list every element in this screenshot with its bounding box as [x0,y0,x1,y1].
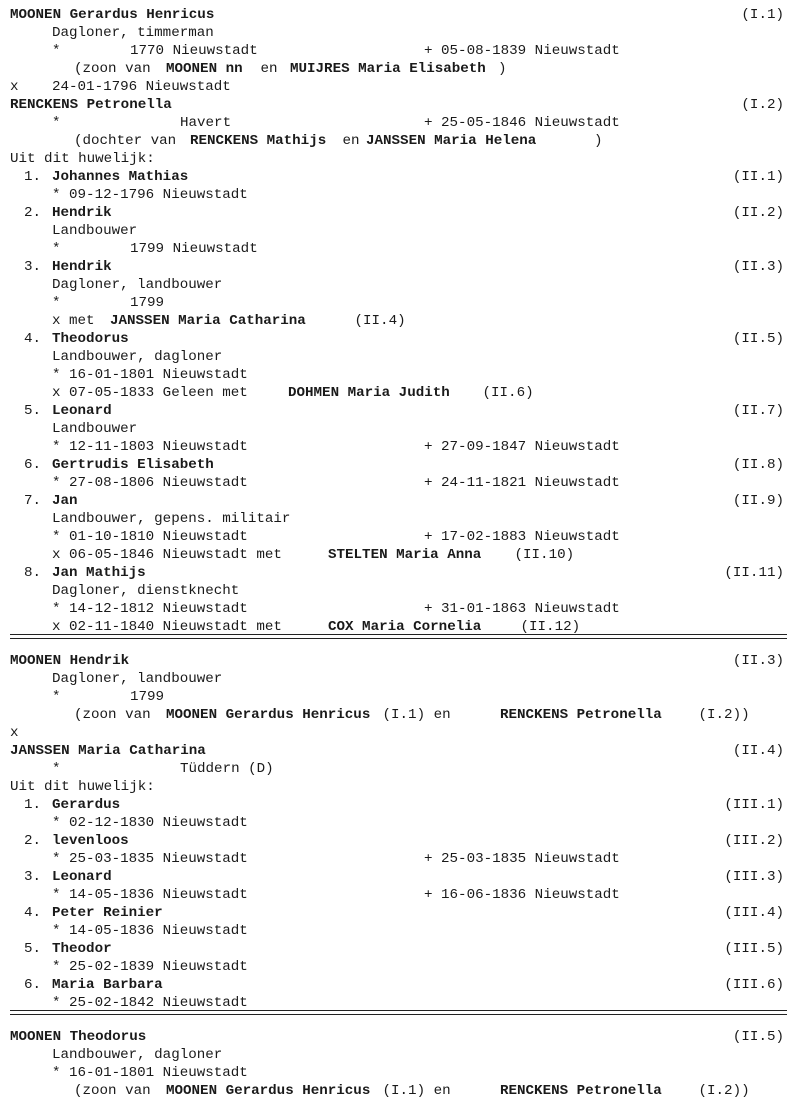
generation-ref: (I.1) [741,7,784,23]
text-line [0,778,800,796]
line-text: x met [52,313,104,329]
line-text: * 25-02-1842 Nieuwstadt [52,995,248,1011]
line-text: + 31-01-1863 Nieuwstadt [424,601,620,617]
line-text: 1799 [130,689,165,705]
person-name: Hendrik [52,205,112,221]
text-line [0,438,800,456]
line-text: * 25-02-1839 Nieuwstadt [52,959,248,975]
generation-ref: (II.11) [724,565,784,581]
line-text: Dagloner, landbouwer [52,277,223,293]
line-text: 5. [24,403,42,419]
person-name: RENCKENS Petronella [500,707,662,723]
text-line [0,976,800,994]
person-name: STELTEN Maria Anna [328,547,482,563]
text-line [0,6,800,24]
text-line [0,222,800,240]
generation-ref: (II.1) [732,169,784,185]
text-line [0,688,800,706]
line-text: * [52,43,61,59]
line-text: ) [498,61,507,77]
text-line [0,706,800,724]
text-line [0,474,800,492]
line-text: Landbouwer [52,223,138,239]
line-text: (dochter van [74,133,185,149]
text-line [0,510,800,528]
line-text: + 27-09-1847 Nieuwstadt [424,439,620,455]
text-line [0,114,800,132]
line-text: * 27-08-1806 Nieuwstadt [52,475,248,491]
person-name: MOONEN Theodorus [10,1029,147,1045]
text-line [0,204,800,222]
person-name: JANSSEN Maria Catharina [10,743,206,759]
person-name: MOONEN Gerardus Henricus [10,7,215,23]
text-line [0,796,800,814]
person-name: COX Maria Cornelia [328,619,482,635]
line-text: Uit dit huwelijk: [10,151,155,167]
person-name: RENCKENS Mathijs [190,133,327,149]
line-text: * 02-12-1830 Nieuwstadt [52,815,248,831]
text-line [0,850,800,868]
text-line [0,312,800,330]
text-line [0,420,800,438]
line-text: 6. [24,457,42,473]
line-text: (zoon van [74,61,160,77]
person-name: MUIJRES Maria Elisabeth [290,61,486,77]
person-name: MOONEN nn [166,61,243,77]
person-name: Peter Reinier [52,905,163,921]
generation-ref: (III.5) [724,941,784,957]
generation-ref: (III.2) [724,833,784,849]
line-text: * [52,241,61,257]
text-line [0,150,800,168]
line-text: x 02-11-1840 Nieuwstadt met [52,619,291,635]
generation-ref: (II.2) [732,205,784,221]
line-text: 8. [24,565,42,581]
line-text: 1. [24,797,42,813]
text-line [0,24,800,42]
line-text: 2. [24,833,42,849]
line-text: (zoon van [74,707,160,723]
text-line [0,294,800,312]
line-text: 7. [24,493,42,509]
section-divider [10,634,787,635]
line-text: Havert [180,115,232,131]
line-text: (zoon van [74,1083,160,1099]
person-name: Leonard [52,403,112,419]
generation-ref: (II.5) [732,1029,784,1045]
line-text: 4. [24,905,42,921]
line-text: * [52,689,61,705]
line-text: + 24-11-1821 Nieuwstadt [424,475,620,491]
line-text: * [52,295,61,311]
line-text: (II.12) [512,619,581,635]
text-line [0,886,800,904]
text-line [0,582,800,600]
person-name: Theodor [52,941,112,957]
text-line [0,1046,800,1064]
text-line [0,186,800,204]
text-line [0,168,800,186]
person-name: Gertrudis Elisabeth [52,457,214,473]
line-text: Dagloner, timmerman [52,25,214,41]
line-text: * 16-01-1801 Nieuwstadt [52,1065,248,1081]
line-text: + 25-03-1835 Nieuwstadt [424,851,620,867]
line-text: + 05-08-1839 Nieuwstadt [424,43,620,59]
text-line [0,330,800,348]
line-text: ) [594,133,603,149]
generation-ref: (II.3) [732,653,784,669]
generation-ref: (II.4) [732,743,784,759]
person-name: MOONEN Gerardus Henricus [166,707,371,723]
section-divider [10,638,787,639]
line-text: * 14-05-1836 Nieuwstadt [52,887,248,903]
person-name: RENCKENS Petronella [10,97,172,113]
text-line [0,814,800,832]
line-text: 4. [24,331,42,347]
line-text: * 14-12-1812 Nieuwstadt [52,601,248,617]
text-line [0,922,800,940]
text-line [0,1064,800,1082]
line-text: 24-01-1796 Nieuwstadt [52,79,231,95]
person-name: levenloos [52,833,129,849]
line-text: Landbouwer, dagloner [52,349,223,365]
text-line [0,600,800,618]
person-name: MOONEN Hendrik [10,653,130,669]
line-text: Tüddern (D) [180,761,274,777]
text-line [0,760,800,778]
line-text: (II.10) [506,547,575,563]
line-text: x [10,725,19,741]
person-name: Jan [52,493,78,509]
text-line [0,546,800,564]
person-name: DOHMEN Maria Judith [288,385,450,401]
text-line [0,652,800,670]
line-text: * 01-10-1810 Nieuwstadt [52,529,248,545]
generation-ref: (III.1) [724,797,784,813]
line-text: en [334,133,369,149]
line-text: 1799 Nieuwstadt [130,241,258,257]
line-text: 3. [24,869,42,885]
person-name: Hendrik [52,259,112,275]
section-divider [10,1010,787,1011]
person-name: Jan Mathijs [52,565,146,581]
text-line [0,42,800,60]
text-line [0,832,800,850]
text-line [0,258,800,276]
person-name: JANSSEN Maria Helena [366,133,537,149]
generation-ref: (II.8) [732,457,784,473]
line-text: (I.2)) [690,1083,750,1099]
text-line [0,670,800,688]
line-text: * 16-01-1801 Nieuwstadt [52,367,248,383]
line-text: x 06-05-1846 Nieuwstadt met [52,547,291,563]
line-text: (I.1) en [374,707,460,723]
line-text: Landbouwer, gepens. militair [52,511,291,527]
generation-ref: (II.5) [732,331,784,347]
line-text: (II.4) [346,313,406,329]
line-text: 1. [24,169,42,185]
text-line [0,492,800,510]
person-name: Johannes Mathias [52,169,189,185]
text-line [0,366,800,384]
text-line [0,240,800,258]
line-text: 1770 Nieuwstadt [130,43,258,59]
text-line [0,904,800,922]
text-line [0,132,800,150]
generation-ref: (I.2) [741,97,784,113]
generation-ref: (II.3) [732,259,784,275]
line-text: + 16-06-1836 Nieuwstadt [424,887,620,903]
text-line [0,742,800,760]
line-text: * [52,761,61,777]
generation-ref: (II.7) [732,403,784,419]
line-text: 5. [24,941,42,957]
line-text: * 12-11-1803 Nieuwstadt [52,439,248,455]
line-text: + 17-02-1883 Nieuwstadt [424,529,620,545]
person-name: Leonard [52,869,112,885]
text-line [0,1082,800,1100]
section-divider [10,1014,787,1015]
text-line [0,940,800,958]
text-line [0,724,800,742]
line-text: * 09-12-1796 Nieuwstadt [52,187,248,203]
text-line [0,564,800,582]
line-text: * 14-05-1836 Nieuwstadt [52,923,248,939]
person-name: RENCKENS Petronella [500,1083,662,1099]
line-text: en [252,61,287,77]
person-name: Maria Barbara [52,977,163,993]
line-text: x 07-05-1833 Geleen met [52,385,257,401]
line-text: Dagloner, dienstknecht [52,583,240,599]
text-line [0,868,800,886]
line-text: (II.6) [474,385,534,401]
person-name: MOONEN Gerardus Henricus [166,1083,371,1099]
generation-ref: (III.4) [724,905,784,921]
text-line [0,402,800,420]
line-text: 6. [24,977,42,993]
line-text: Uit dit huwelijk: [10,779,155,795]
person-name: JANSSEN Maria Catharina [110,313,306,329]
person-name: Gerardus [52,797,121,813]
text-line [0,1028,800,1046]
text-line [0,958,800,976]
text-line [0,384,800,402]
text-line [0,528,800,546]
person-name: Theodorus [52,331,129,347]
line-text: 2. [24,205,42,221]
text-line [0,276,800,294]
line-text: x [10,79,19,95]
line-text: * [52,115,61,131]
text-line [0,96,800,114]
text-line [0,78,800,96]
generation-ref: (II.9) [732,493,784,509]
line-text: Dagloner, landbouwer [52,671,223,687]
line-text: + 25-05-1846 Nieuwstadt [424,115,620,131]
line-text: 1799 [130,295,165,311]
line-text: Landbouwer [52,421,138,437]
line-text: * 25-03-1835 Nieuwstadt [52,851,248,867]
line-text: Landbouwer, dagloner [52,1047,223,1063]
generation-ref: (III.6) [724,977,784,993]
line-text: (I.2)) [690,707,750,723]
line-text: 3. [24,259,42,275]
generation-ref: (III.3) [724,869,784,885]
text-line [0,456,800,474]
line-text: (I.1) en [374,1083,460,1099]
text-line [0,348,800,366]
text-line [0,60,800,78]
